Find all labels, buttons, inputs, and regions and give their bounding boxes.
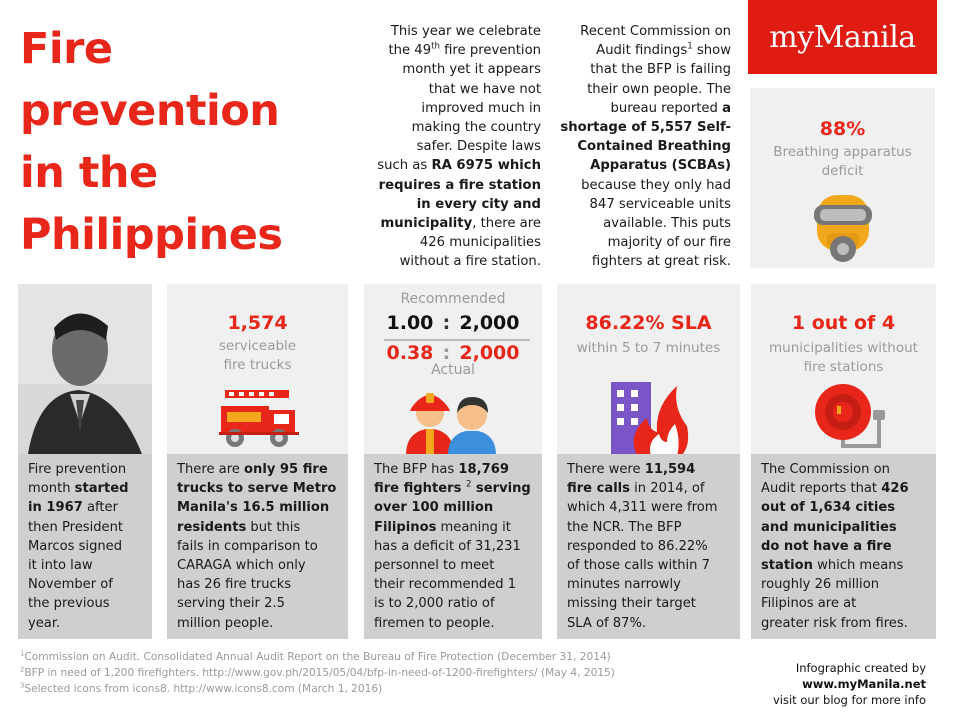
- footnote-text: Selected icons from icons8. http://www.icons8.com (March 1, 2016): [24, 683, 383, 695]
- bold-text: serving: [471, 481, 531, 497]
- page-title: [20, 18, 350, 266]
- text-line: [761, 479, 927, 498]
- text-line: CARAGA which only: [177, 558, 306, 574]
- text-line: [177, 479, 339, 498]
- text-line: available. This puts: [603, 216, 731, 232]
- text-line: [28, 498, 143, 517]
- bold-text: 11,594: [644, 462, 696, 477]
- sla-text: [557, 454, 740, 639]
- fire-stations-stat: 1 out of 4: [791, 312, 896, 334]
- ratio-value: 2,000: [459, 342, 520, 364]
- text-span: but this: [246, 519, 301, 535]
- text-span: after: [82, 500, 118, 516]
- text-line: Recent Commission on: [580, 24, 731, 39]
- bold-text: started: [74, 481, 129, 497]
- text-line: year.: [28, 615, 61, 631]
- bold-text: fire calls: [567, 481, 630, 497]
- title-line: Philippines: [20, 210, 283, 260]
- footnote: [20, 665, 740, 681]
- column-firefighter-ratio: [364, 284, 542, 639]
- bold-text: do not have a fire: [761, 538, 892, 554]
- text-line: is to 2,000 ratio of: [374, 596, 495, 612]
- text-line: [374, 460, 533, 479]
- bold-text: shortage of 5,557 Self-: [560, 120, 731, 136]
- bold-text: a: [722, 100, 731, 116]
- bold-text: fire fighters: [374, 481, 466, 497]
- superscript: 2: [465, 479, 472, 490]
- text-line: month yet it appears: [402, 62, 541, 78]
- text-line: missing their target: [567, 596, 696, 612]
- text-line: greater risk from fires.: [761, 615, 908, 631]
- website-link[interactable]: www.myManila.net: [802, 677, 926, 691]
- text-span: such as: [377, 158, 432, 174]
- text-line: [177, 498, 339, 517]
- bold-text: requires a fire station: [378, 177, 541, 193]
- fire-alarm-bell-icon: [813, 382, 893, 452]
- text-line: [352, 41, 541, 60]
- footnotes: [20, 649, 740, 697]
- text-line: 426 municipalities: [419, 235, 541, 251]
- actual-label: Actual: [431, 362, 475, 378]
- text-line: [352, 195, 541, 214]
- column-fire-stations: [751, 284, 936, 639]
- ratio-value: 1.00: [386, 312, 434, 334]
- text-line: fighters at great risk.: [591, 254, 731, 270]
- fire-trucks-label: fire trucks: [223, 357, 292, 373]
- text-line: the previous: [28, 596, 110, 612]
- bold-text: Filipinos: [374, 519, 437, 535]
- text-line: [548, 137, 731, 156]
- text-line: [761, 518, 927, 537]
- firefighter-citizen-icon: [402, 383, 502, 455]
- text-span: meaning it: [436, 519, 511, 535]
- text-line: [28, 479, 143, 498]
- portrait-icon: [18, 284, 152, 454]
- breathing-label: Breathing apparatus: [773, 144, 912, 160]
- ratio-panel: [364, 284, 542, 454]
- text-line: [374, 518, 533, 537]
- bold-text: station: [761, 558, 813, 574]
- text-line: because they only had: [581, 177, 731, 193]
- text-line: SLA of 87%.: [567, 615, 647, 631]
- text-span: month: [28, 481, 75, 497]
- text-line: Filipinos are at: [761, 596, 857, 612]
- bold-text: and municipalities: [761, 519, 897, 535]
- text-line: serving their 2.5: [177, 596, 285, 612]
- sla-label: within 5 to 7 minutes: [576, 340, 721, 356]
- text-line: fails in comparison to: [177, 538, 318, 554]
- text-line: [548, 99, 731, 118]
- bold-text: Apparatus (SCBAs): [590, 158, 731, 174]
- footnote-number: 1: [20, 649, 25, 658]
- bold-text: in every city and: [416, 196, 541, 212]
- text-line: [548, 41, 731, 60]
- text-line: firemen to people.: [374, 615, 495, 631]
- footnote-number: 2: [20, 665, 25, 674]
- text-span: Audit reports that: [761, 481, 882, 497]
- text-line: roughly 26 million: [761, 577, 880, 593]
- bold-text: 18,769: [458, 462, 509, 477]
- recommended-label: Recommended: [400, 291, 506, 307]
- column-fire-trucks: [167, 284, 348, 639]
- bold-text: over 100 million: [374, 500, 494, 516]
- text-span: which means: [812, 558, 904, 574]
- text-line: [374, 479, 533, 498]
- fire-stations-label: municipalities without: [769, 340, 918, 356]
- text-line: responded to 86.22%: [567, 538, 708, 554]
- text-span: The BFP has: [374, 462, 459, 477]
- breathing-apparatus-panel: [750, 88, 935, 268]
- text-span: Audit findings: [596, 43, 688, 59]
- text-line: [761, 498, 927, 517]
- intro-paragraph-audit: [548, 22, 731, 272]
- text-line: the NCR. The BFP: [567, 519, 682, 535]
- bold-text: Contained Breathing: [577, 139, 731, 155]
- footnote-text: BFP in need of 1,200 firefighters. http://www.gov.ph/2015/05/04/bfp-in-need-of-1200-firefighters/ (May 4, 2015): [24, 667, 615, 679]
- text-line: [177, 518, 339, 537]
- ratio-value: 2,000: [459, 312, 520, 334]
- superscript: 1: [687, 41, 693, 52]
- gas-mask-icon: [810, 189, 876, 269]
- ratio-divider: [384, 339, 530, 341]
- text-line: [352, 214, 541, 233]
- sla-stat: 86.22% SLA: [585, 312, 712, 334]
- text-line: [761, 537, 927, 556]
- fire-stations-panel: [751, 284, 936, 454]
- intro-paragraph-laws: [352, 22, 541, 272]
- text-span: in 2014, of: [629, 481, 705, 497]
- history-text: [18, 454, 152, 639]
- text-line: majority of our fire: [607, 235, 731, 251]
- text-line: which 4,311 were from: [567, 500, 718, 516]
- title-line: in the: [20, 148, 158, 198]
- text-line: personnel to meet: [374, 558, 495, 574]
- bold-text: residents: [177, 519, 247, 535]
- ratio-separator: :: [442, 342, 451, 364]
- column-history: [18, 284, 152, 639]
- text-line: [548, 118, 731, 137]
- text-line: [548, 156, 731, 175]
- text-line: it into law: [28, 558, 93, 574]
- text-line: [352, 156, 541, 175]
- burning-building-icon: [607, 376, 691, 456]
- breathing-label: deficit: [821, 163, 864, 179]
- text-line: without a fire station.: [399, 254, 541, 270]
- text-line: Fire prevention: [28, 462, 127, 477]
- text-line: minutes narrowly: [567, 577, 681, 593]
- title-line: prevention: [20, 86, 280, 136]
- fire-trucks-text: [167, 454, 348, 639]
- bold-text: only 95 fire: [244, 462, 328, 477]
- text-line: safer. Despite laws: [416, 139, 541, 155]
- text-span: bureau reported: [610, 100, 723, 116]
- credit-link[interactable]: [773, 676, 926, 692]
- fire-trucks-stat: 1,574: [227, 312, 288, 334]
- text-line: [352, 176, 541, 195]
- recommended-ratio: [364, 312, 542, 334]
- text-line: This year we celebrate: [390, 24, 541, 39]
- credit-line: Infographic created by: [795, 661, 926, 675]
- sla-panel: [557, 284, 740, 454]
- text-line: [761, 556, 927, 575]
- bold-text: in 1967: [28, 500, 83, 516]
- footnote-text: Commission on Audit. Consolidated Annual Audit Report on the Bureau of Fire Protection (December 31, 2014): [24, 651, 611, 663]
- fire-stations-text: [751, 454, 936, 639]
- fire-trucks-label: serviceable: [218, 338, 297, 354]
- footnote: [20, 649, 740, 665]
- text-line: million people.: [177, 615, 274, 631]
- text-line: that we have not: [428, 81, 541, 97]
- text-line: of those calls within 7: [567, 558, 710, 574]
- text-line: [374, 498, 533, 517]
- bold-text: 426: [881, 481, 909, 497]
- superscript: th: [431, 41, 440, 52]
- ratio-value: 0.38: [386, 342, 434, 364]
- text-line: [177, 460, 339, 479]
- marcos-photo: [18, 284, 152, 454]
- text-line: Marcos signed: [28, 538, 123, 554]
- text-line: improved much in: [421, 100, 541, 116]
- text-line: making the country: [411, 120, 541, 136]
- footnote-number: 3: [20, 681, 25, 690]
- text-span: fire prevention: [439, 43, 541, 59]
- text-span: There are: [177, 462, 245, 477]
- column-response-sla: [557, 284, 740, 639]
- text-line: has 26 fire trucks: [177, 577, 292, 593]
- text-span: the 49: [388, 43, 432, 59]
- text-span: , there are: [472, 216, 541, 232]
- breathing-deficit-stat: 88%: [819, 118, 866, 140]
- ratio-separator: :: [442, 312, 451, 334]
- text-line: their recommended 1: [374, 577, 517, 593]
- text-line: The Commission on: [761, 462, 890, 477]
- bold-text: trucks to serve Metro: [177, 481, 337, 497]
- credit-block: [773, 660, 926, 708]
- credit-line: visit our blog for more info: [772, 693, 926, 707]
- text-span: There were: [567, 462, 645, 477]
- brand-logo[interactable]: myManila: [748, 0, 937, 74]
- text-span: show: [692, 43, 731, 59]
- footnote: [20, 681, 740, 697]
- text-line: 847 serviceable units: [589, 196, 731, 212]
- text-line: November of: [28, 577, 113, 593]
- bold-text: RA 6975 which: [431, 158, 541, 174]
- fire-stations-label: fire stations: [803, 359, 884, 375]
- bold-text: Manila's 16.5 million: [177, 500, 330, 516]
- text-line: their own people. The: [587, 81, 731, 97]
- text-line: [567, 460, 731, 479]
- title-line: Fire: [20, 24, 113, 74]
- text-line: that the BFP is failing: [590, 62, 731, 78]
- bold-text: municipality: [380, 216, 473, 232]
- text-line: then President: [28, 519, 124, 535]
- fire-truck-icon: [219, 388, 301, 450]
- bold-text: out of 1,634 cities: [761, 500, 896, 516]
- text-line: has a deficit of 31,231: [374, 538, 521, 554]
- fire-trucks-panel: [167, 284, 348, 454]
- ratio-text: [364, 454, 542, 639]
- text-line: [567, 479, 731, 498]
